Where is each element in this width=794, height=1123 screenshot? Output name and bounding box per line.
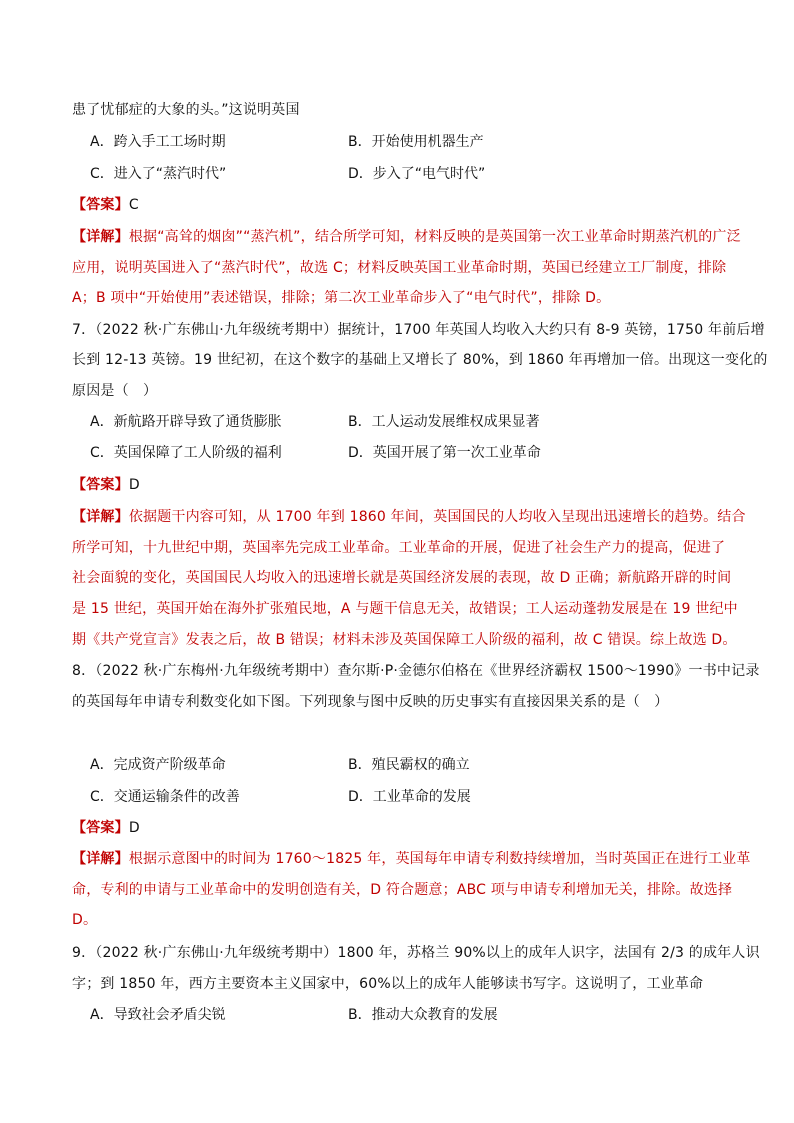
q7-detail-line-2: 所学可知，十九世纪中期，英国率先完成工业革命。工业革命的开展，促进了社会生产力的提高，促进了: [72, 540, 726, 556]
q6-option-d: D．步入了“电气时代”: [348, 166, 486, 182]
q8-option-a: A．完成资产阶级革命: [90, 757, 226, 773]
answer-label: 【答案】: [72, 477, 129, 493]
q7-detail-line-1: [72, 507, 746, 527]
q7-option-b: B．工人运动发展维权成果显著: [348, 414, 540, 430]
q7-option-d: D．英国开展了第一次工业革命: [348, 445, 541, 461]
q6-option-b: B．开始使用机器生产: [348, 134, 484, 150]
answer-value: D: [128, 820, 140, 836]
q7-stem-line-3: 原因是（ ）: [72, 383, 158, 399]
q6-option-a: A．跨入手工工场时期: [90, 134, 226, 150]
q8-detail-line-2: 命，专利的申请与工业革命中的发明创造有关，D 符合题意；ABC 项与申请专利增加无关，排除。故选择: [72, 882, 733, 898]
q8-option-c: C．交通运输条件的改善: [90, 789, 240, 805]
q7-stem-line-1: 7．（2022 秋·广东佛山·九年级统考期中）据统计，1700 年英国人均收入大约只有 8-9 英镑，1750 年前后增: [72, 322, 765, 338]
q6-detail-line-3: A；B 项中“开始使用”表述错误，排除；第二次工业革命步入了“电气时代”，排除 D。: [72, 290, 611, 306]
answer-label: 【答案】: [72, 820, 129, 836]
q7-detail-line-4: 是 15 世纪，英国开始在海外扩张殖民地，A 与题干信息无关，故错误；工人运动蓬勃发展是在 19 世纪中: [72, 601, 738, 617]
detail-text: 依据题干内容可知，从 1700 年到 1860 年间，英国国民的人均收入呈现出迅速增长的趋势。结合: [128, 509, 746, 525]
q9-option-a: A．导致社会矛盾尖锐: [90, 1007, 226, 1023]
q7-option-a: A．新航路开辟导致了通货膨胀: [90, 414, 282, 430]
q6-answer: [72, 195, 724, 215]
detail-label: 【详解】: [72, 851, 129, 867]
q7-stem-line-2: 长到 12-13 英镑。19 世纪初，在这个数字的基础上又增长了 80%，到 1860 年再增加一倍。出现这一变化的: [72, 352, 768, 368]
detail-label: 【详解】: [72, 509, 129, 525]
q7-detail-line-5: 期《共产党宣言》发表之后，故 B 错误；材料未涉及英国保障工人阶级的福利，故 C 错误。综上故选 D。: [72, 632, 737, 648]
q6-stem-tail: 患了忧郁症的大象的头。”这说明英国: [72, 102, 300, 118]
answer-label: 【答案】: [72, 197, 129, 213]
q7-option-c: C．英国保障了工人阶级的福利: [90, 445, 282, 461]
detail-label: 【详解】: [72, 229, 129, 245]
q6-detail-line-1: [72, 227, 741, 247]
answer-value: D: [128, 477, 140, 493]
q6-option-c: C．进入了“蒸汽时代”: [90, 166, 227, 182]
q9-stem-line-1: 9．（2022 秋·广东佛山·九年级统考期中）1800 年，苏格兰 90%以上的成年人识字，法国有 2/3 的成年人识: [72, 945, 760, 961]
q8-detail-line-1: [72, 849, 751, 869]
q7-answer: [72, 475, 724, 495]
detail-text: 根据“高耸的烟囱”“蒸汽机”，结合所学可知，材料反映的是英国第一次工业革命时期蒸汽机的广泛: [128, 229, 741, 245]
answer-value: C: [128, 197, 139, 213]
q6-detail-line-2: 应用，说明英国进入了“蒸汽时代”，故选 C；材料反映英国工业革命时期，英国已经建立工厂制度，排除: [72, 260, 727, 276]
q8-option-d: D．工业革命的发展: [348, 789, 471, 805]
q9-option-b: B．推动大众教育的发展: [348, 1007, 498, 1023]
q8-stem-line-1: 8．（2022 秋·广东梅州·九年级统考期中）查尔斯·P·金德尔伯格在《世界经济霸权 1500～1990》一书中记录: [72, 663, 760, 679]
q7-detail-line-3: 社会面貌的变化，英国国民人均收入的迅速增长就是英国经济发展的表现，故 D 正确；新航路开辟的时间: [72, 570, 732, 586]
q8-answer: [72, 818, 724, 838]
q8-detail-line-3: D。: [72, 912, 98, 928]
q9-stem-line-2: 字；到 1850 年，西方主要资本主义国家中，60%以上的成年人能够读书写字。这说明了，工业革命: [72, 976, 704, 992]
q8-option-b: B．殖民霸权的确立: [348, 757, 470, 773]
q8-stem-line-2: 的英国每年申请专利数变化如下图。下列现象与图中反映的历史事实有直接因果关系的是（ ）: [72, 694, 669, 710]
detail-text: 根据示意图中的时间为 1760～1825 年，英国每年申请专利数持续增加，当时英国正在进行工业革: [128, 851, 751, 867]
